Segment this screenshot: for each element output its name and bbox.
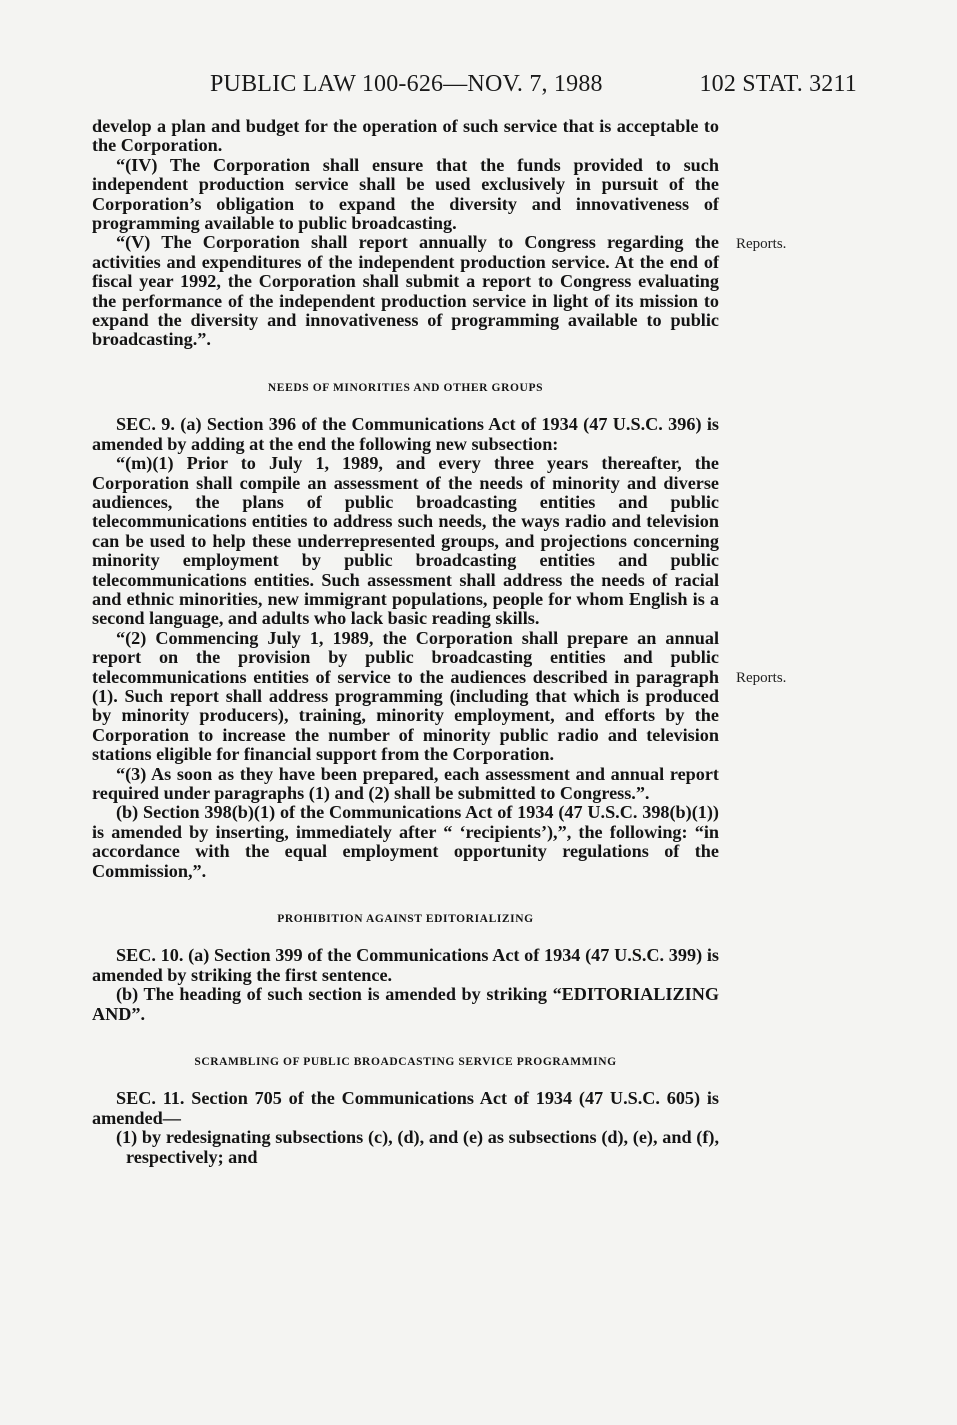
section-11-item-1: (1) by redesignating subsections (c), (d), and (e) as subsections (d), (e), and (f), respectively; and xyxy=(116,1127,719,1167)
margin-note-reports: Reports. xyxy=(736,236,787,252)
statute-body xyxy=(92,117,719,1167)
paragraph-iv: “(IV) The Corporation shall ensure that the funds provided to such independent production service shall be used exclusively in pursuit of the Corporation’s obligation to expand the diversity and innovativeness of programming available to public broadcasting. xyxy=(92,154,719,234)
subsection-m2: “(2) Commencing July 1, 1989, the Corporation shall prepare an annual report on the provision by public broadcasting entities and public telecommunications entities of service to the audiences described in paragraph (1). Such report shall address programming (including that which is produced by minority producers), training, minority employment, and efforts by the Corporation to increase the number of minority public radio and television stations eligible for financial support from the Corporation. xyxy=(92,627,719,765)
section-9-b: (b) Section 398(b)(1) of the Communications Act of 1934 (47 U.S.C. 398(b)(1)) is amended by inserting, immediately after “ ‘recipients’),”, the following: “in accordance with the equal employment opportunity regulations of the Commission,”. xyxy=(92,802,719,881)
section-heading: NEEDS OF MINORITIES AND OTHER GROUPS xyxy=(267,381,544,394)
margin-note-reports: Reports. xyxy=(736,670,787,686)
section-10-b: (b) The heading of such section is amended by striking “EDITORIALIZING AND”. xyxy=(92,984,719,1024)
section-11-intro: SEC. 11. Section 705 of the Communications Act of 1934 (47 U.S.C. 605) is amended— xyxy=(92,1088,719,1128)
section-heading: SCRAMBLING OF PUBLIC BROADCASTING SERVICE PROGRAMMING xyxy=(194,1056,617,1069)
running-header xyxy=(210,66,857,102)
paragraph-continued: develop a plan and budget for the operation of such service that is acceptable to the Corporation. xyxy=(92,116,719,156)
subsection-m3: “(3) As soon as they have been prepared, each assessment and annual report required under paragraphs (1) and (2) shall be submitted to Congress.”. xyxy=(92,763,719,803)
section-heading: PROHIBITION AGAINST EDITORIALIZING xyxy=(277,913,534,926)
paragraph-v: “(V) The Corporation shall report annually to Congress regarding the activities and expenditures of the independent production service. At the end of fiscal year 1992, the Corporation shall submit a report to Congress evaluating the performance of the independent production service in light of its mission to expand the diversity and innovativeness of programming available to public broadcasting.”. xyxy=(92,232,719,350)
statute-page-number: 102 STAT. 3211 xyxy=(699,71,857,97)
section-9-intro: SEC. 9. (a) Section 396 of the Communications Act of 1934 (47 U.S.C. 396) is amended by adding at the end the following new subsection: xyxy=(92,414,719,454)
subsection-m1: “(m)(1) Prior to July 1, 1989, and every three years thereafter, the Corporation shall compile an assessment of the needs of minority and diverse audiences, the plans of public broadcasting entities and public telecommunications entities to address such needs, the ways radio and television can be used to help these underrepresented groups, and projections concerning minority employment by public broadcasting entities and public telecommunications entities. Such assessment shall address the needs of racial and ethnic minorities, new immigrant populations, people for whom English is a second language, and adults who lack basic reading skills. xyxy=(92,453,719,629)
section-10-a: SEC. 10. (a) Section 399 of the Communications Act of 1934 (47 U.S.C. 399) is amended by striking the first sentence. xyxy=(92,945,719,985)
public-law-citation: PUBLIC LAW 100-626—NOV. 7, 1988 xyxy=(210,71,603,97)
